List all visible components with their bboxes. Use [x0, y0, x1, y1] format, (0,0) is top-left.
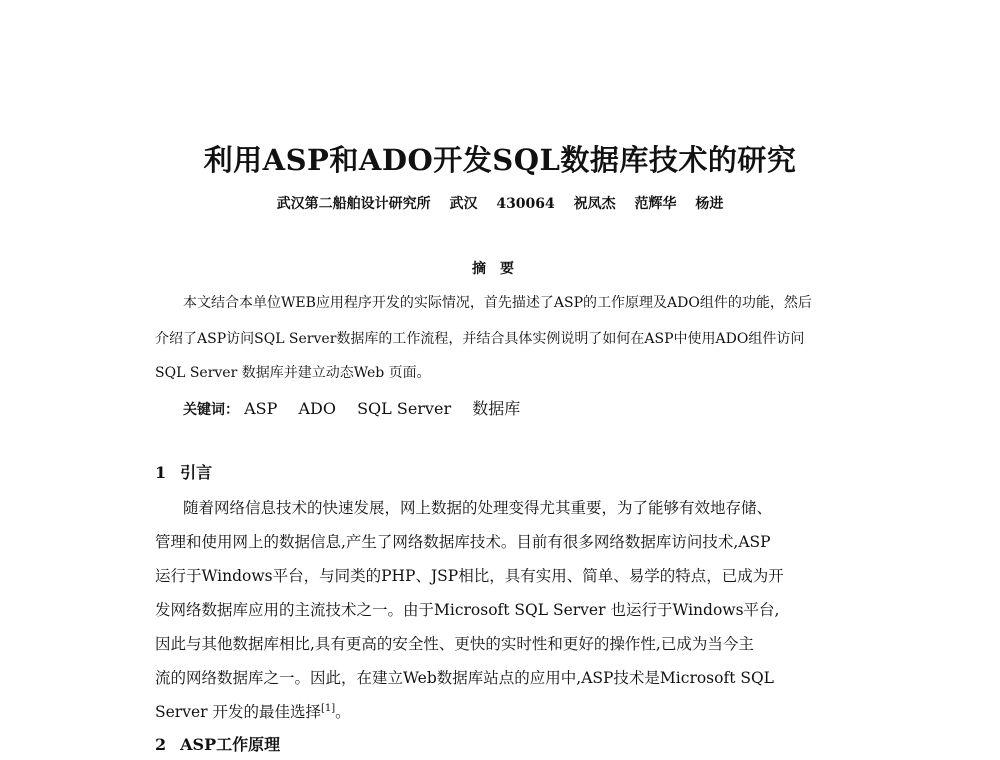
section-title: 引言	[180, 463, 213, 482]
abstract-line: 本文结合本单位WEB应用程序开发的实际情况，首先描述了ASP的工作原理及ADO组件的功能，然后	[183, 295, 812, 311]
keyword: ADO	[298, 399, 336, 418]
section-number: 2	[155, 735, 167, 754]
author-postcode: 430064	[496, 196, 555, 212]
keyword: SQL Server	[357, 399, 452, 418]
body-line-last	[155, 700, 351, 722]
body-line: 随着网络信息技术的快速发展，网上数据的处理变得尤其重要，为了能够有效地存储、	[183, 499, 773, 517]
keywords	[183, 396, 536, 419]
body-line: 流的网络数据库之一。因此，在建立Web数据库站点的应用中,ASP技术是Microsoft SQL	[155, 669, 774, 687]
author-affiliation: 武汉第二船舶设计研究所	[276, 196, 431, 212]
body-line: 因此与其他数据库相比,具有更高的安全性、更快的实时性和更好的操作性,已成为当今主	[155, 635, 754, 653]
section-number: 1	[155, 463, 167, 482]
body-text: Server 开发的最佳选择	[155, 703, 321, 721]
paper-title: 利用ASP和ADO开发SQL数据库技术的研究	[203, 143, 797, 177]
abstract-line: SQL Server 数据库并建立动态Web 页面。	[155, 365, 431, 381]
keyword: 数据库	[472, 399, 521, 418]
author-name: 杨进	[695, 196, 724, 212]
body-line: 发网络数据库应用的主流技术之一。由于Microsoft SQL Server 也运行于Windows平台,	[155, 601, 780, 619]
author-line	[0, 193, 1000, 213]
section-heading	[155, 460, 212, 483]
author-name: 祝凤杰	[573, 196, 616, 212]
section-title: ASP工作原理	[180, 735, 281, 754]
abstract-line: 介绍了ASP访问SQL Server数据库的工作流程，并结合具体实例说明了如何在ASP中使用ADO组件访问	[155, 331, 805, 347]
body-line: 运行于Windows平台，与同类的PHP、JSP相比，具有实用、简单、易学的特点，已成为开	[155, 567, 784, 585]
section-heading	[155, 732, 280, 755]
body-line: 管理和使用网上的数据信息,产生了网络数据库技术。目前有很多网络数据库访问技术,ASP	[155, 533, 771, 551]
abstract-heading: 摘要	[472, 261, 528, 277]
keywords-label: 关键词：	[183, 402, 239, 418]
author-name: 范辉华	[634, 196, 677, 212]
end-punctuation: 。	[335, 703, 351, 721]
keyword: ASP	[244, 399, 278, 418]
author-city: 武汉	[449, 196, 478, 212]
citation-ref: [1]	[320, 702, 336, 714]
